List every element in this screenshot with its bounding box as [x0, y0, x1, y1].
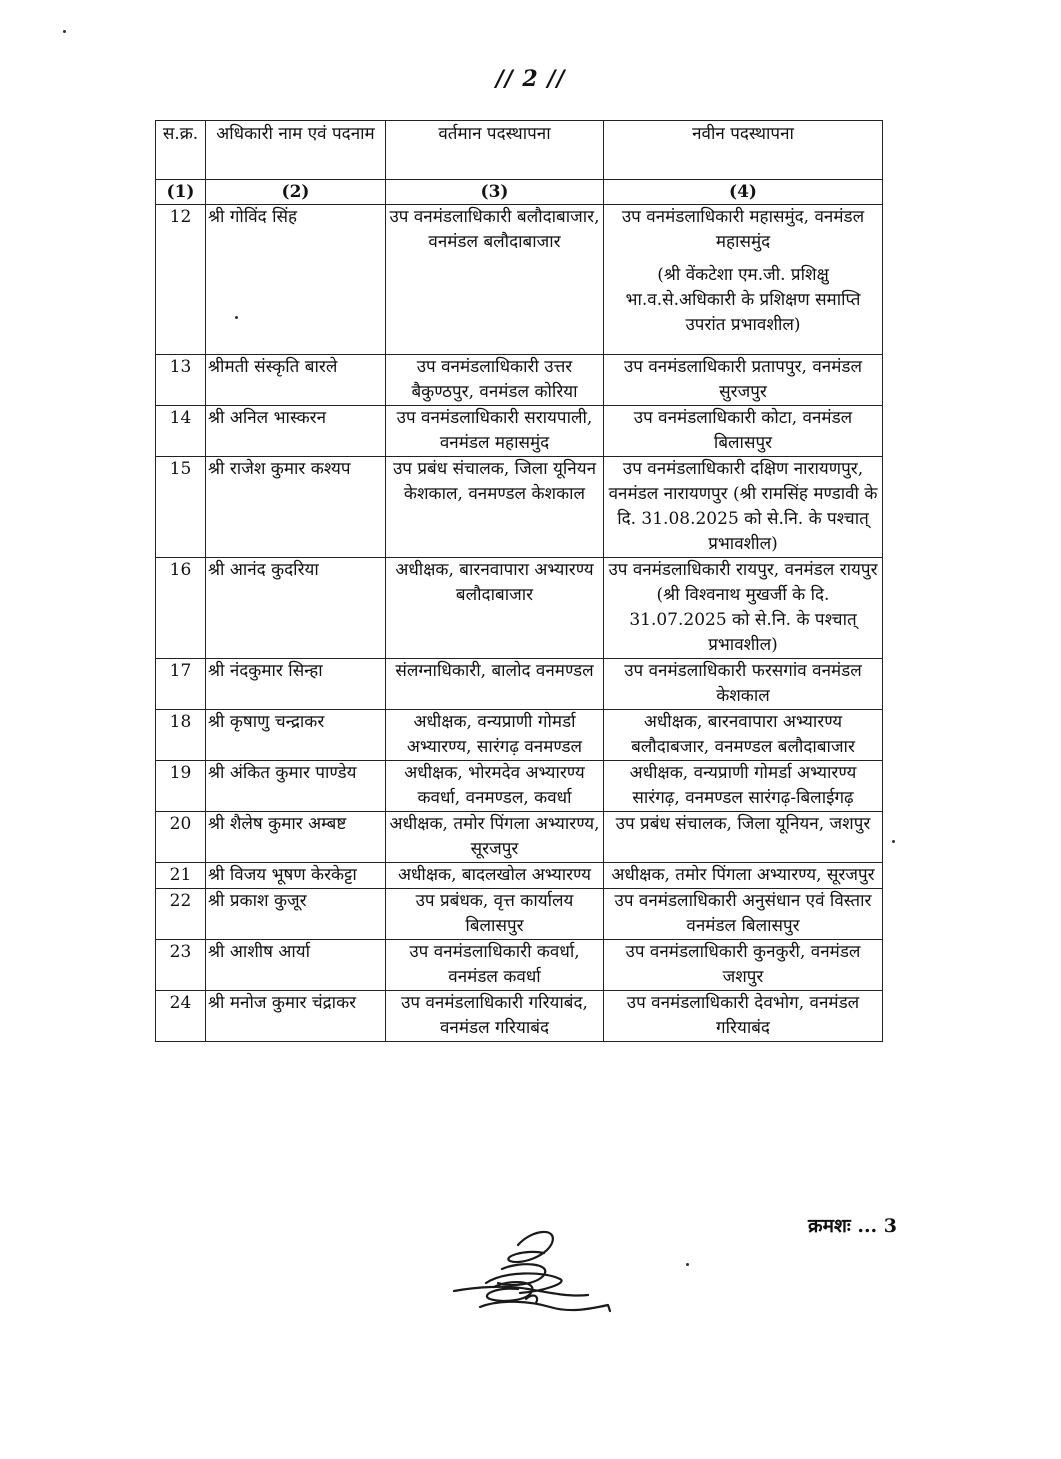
- continued-marker: क्रमशः ... 3: [808, 1215, 898, 1237]
- officer-name: श्रीमती संस्कृति बारले: [206, 355, 386, 406]
- header-current-posting: वर्तमान पदस्थापना: [386, 121, 604, 180]
- header-sn: स.क्र.: [156, 121, 206, 180]
- new-posting: अधीक्षक, तमोर पिंगला अभ्यारण्य, सूरजपुर: [604, 863, 883, 889]
- stray-dot: [892, 840, 895, 843]
- officer-name: श्री गोविंद सिंह: [206, 205, 386, 355]
- new-posting: अधीक्षक, वन्यप्राणी गोमर्डा अभ्यारण्य सारंगढ़, वनमण्डल सारंगढ़-बिलाईगढ़: [604, 761, 883, 812]
- officer-name: श्री शैलेष कुमार अम्बष्ट: [206, 812, 386, 863]
- current-posting: उप वनमंडलाधिकारी कवर्धा, वनमंडल कवर्धा: [386, 940, 604, 991]
- officer-name: श्री विजय भूषण केरकेट्टा: [206, 863, 386, 889]
- new-posting: उप प्रबंध संचालक, जिला यूनियन, जशपुर: [604, 812, 883, 863]
- column-number-row: [156, 180, 883, 205]
- current-posting: अधीक्षक, बादलखोल अभ्यारण्य: [386, 863, 604, 889]
- current-posting: उप वनमंडलाधिकारी बलौदाबाजार, वनमंडल बलौदाबाजार: [386, 205, 604, 355]
- table-row: [156, 940, 883, 991]
- table-row: [156, 406, 883, 457]
- table-row: [156, 863, 883, 889]
- table-row: [156, 761, 883, 812]
- new-posting-cell: [604, 205, 883, 355]
- serial-number: 12: [156, 205, 206, 355]
- officer-name: श्री राजेश कुमार कश्यप: [206, 457, 386, 558]
- table-row: [156, 355, 883, 406]
- current-posting: संलग्नाधिकारी, बालोद वनमण्डल: [386, 659, 604, 710]
- table-row: [156, 710, 883, 761]
- officer-name: श्री अनिल भास्करन: [206, 406, 386, 457]
- posting-note: (श्री वेंकटेशा एम.जी. प्रशिक्षु भा.व.से.अधिकारी के प्रशिक्षण समाप्ति उपरांत प्रभावशील): [625, 265, 861, 335]
- header-officer-name: अधिकारी नाम एवं पदनाम: [206, 121, 386, 180]
- officer-name: श्री आनंद कुदरिया: [206, 558, 386, 659]
- current-posting: अधीक्षक, तमोर पिंगला अभ्यारण्य, सूरजपुर: [386, 812, 604, 863]
- new-posting: उप वनमंडलाधिकारी अनुसंधान एवं विस्तार वनमंडल बिलासपुर: [604, 889, 883, 940]
- table-row: [156, 812, 883, 863]
- officer-name: श्री आशीष आर्या: [206, 940, 386, 991]
- col-number: (1): [156, 180, 206, 205]
- new-posting: उप वनमंडलाधिकारी दक्षिण नारायणपुर, वनमंडल नारायणपुर (श्री रामसिंह मण्डावी के दि. 31.08.2025 को से.नि. के पश्चात् प्रभावशील): [604, 457, 883, 558]
- new-posting: उप वनमंडलाधिकारी कुनकुरी, वनमंडल जशपुर: [604, 940, 883, 991]
- header-new-posting: नवीन पदस्थापना: [604, 121, 883, 180]
- new-posting: उप वनमंडलाधिकारी देवभोग, वनमंडल गरियाबंद: [604, 991, 883, 1042]
- current-posting: उप वनमंडलाधिकारी उत्तर बैकुण्ठपुर, वनमंडल कोरिया: [386, 355, 604, 406]
- stray-dot: [63, 30, 66, 33]
- new-posting: उप वनमंडलाधिकारी रायपुर, वनमंडल रायपुर (श्री विश्वनाथ मुखर्जी के दि. 31.07.2025 को से.नि. के पश्चात् प्रभावशील): [604, 558, 883, 659]
- table-row: [156, 457, 883, 558]
- serial-number: 24: [156, 991, 206, 1042]
- col-number: (2): [206, 180, 386, 205]
- current-posting: अधीक्षक, बारनवापारा अभ्यारण्य बलौदाबाजार: [386, 558, 604, 659]
- serial-number: 21: [156, 863, 206, 889]
- table-row: [156, 558, 883, 659]
- transfer-table: [155, 120, 883, 1042]
- officer-name: श्री मनोज कुमार चंद्राकर: [206, 991, 386, 1042]
- new-posting: उप वनमंडलाधिकारी फरसगांव वनमंडल केशकाल: [604, 659, 883, 710]
- current-posting: अधीक्षक, वन्यप्राणी गोमर्डा अभ्यारण्य, सारंगढ़ वनमण्डल: [386, 710, 604, 761]
- signature-icon: [440, 1225, 625, 1320]
- new-posting: उप वनमंडलाधिकारी प्रतापपुर, वनमंडल सुरजपुर: [604, 355, 883, 406]
- table-row: [156, 659, 883, 710]
- current-posting: उप प्रबंधक, वृत्त कार्यालय बिलासपुर: [386, 889, 604, 940]
- table-row: [156, 889, 883, 940]
- stray-dot: [686, 1263, 689, 1266]
- table-header-row: [156, 121, 883, 180]
- table-row: [156, 205, 883, 355]
- serial-number: 13: [156, 355, 206, 406]
- current-posting: उप वनमंडलाधिकारी सरायपाली, वनमंडल महासमुंद: [386, 406, 604, 457]
- stray-dot: [235, 316, 238, 319]
- new-posting: उप वनमंडलाधिकारी कोटा, वनमंडल बिलासपुर: [604, 406, 883, 457]
- serial-number: 15: [156, 457, 206, 558]
- new-posting: उप वनमंडलाधिकारी महासमुंद, वनमंडल महासमुंद: [621, 207, 865, 252]
- serial-number: 14: [156, 406, 206, 457]
- serial-number: 16: [156, 558, 206, 659]
- page-number: // 2 //: [495, 66, 566, 92]
- col-number: (3): [386, 180, 604, 205]
- new-posting: अधीक्षक, बारनवापारा अभ्यारण्य बलौदाबजार, वनमण्डल बलौदाबाजार: [604, 710, 883, 761]
- serial-number: 20: [156, 812, 206, 863]
- col-number: (4): [604, 180, 883, 205]
- serial-number: 23: [156, 940, 206, 991]
- current-posting: उप वनमंडलाधिकारी गरियाबंद, वनमंडल गरियाबंद: [386, 991, 604, 1042]
- current-posting: उप प्रबंध संचालक, जिला यूनियन केशकाल, वनमण्डल केशकाल: [386, 457, 604, 558]
- serial-number: 22: [156, 889, 206, 940]
- officer-name: श्री अंकित कुमार पाण्डेय: [206, 761, 386, 812]
- current-posting: अधीक्षक, भोरमदेव अभ्यारण्य कवर्धा, वनमण्डल, कवर्धा: [386, 761, 604, 812]
- officer-name: श्री नंदकुमार सिन्हा: [206, 659, 386, 710]
- serial-number: 18: [156, 710, 206, 761]
- serial-number: 17: [156, 659, 206, 710]
- serial-number: 19: [156, 761, 206, 812]
- officer-name: श्री प्रकाश कुजूर: [206, 889, 386, 940]
- table-row: [156, 991, 883, 1042]
- officer-name: श्री कृषाणु चन्द्राकर: [206, 710, 386, 761]
